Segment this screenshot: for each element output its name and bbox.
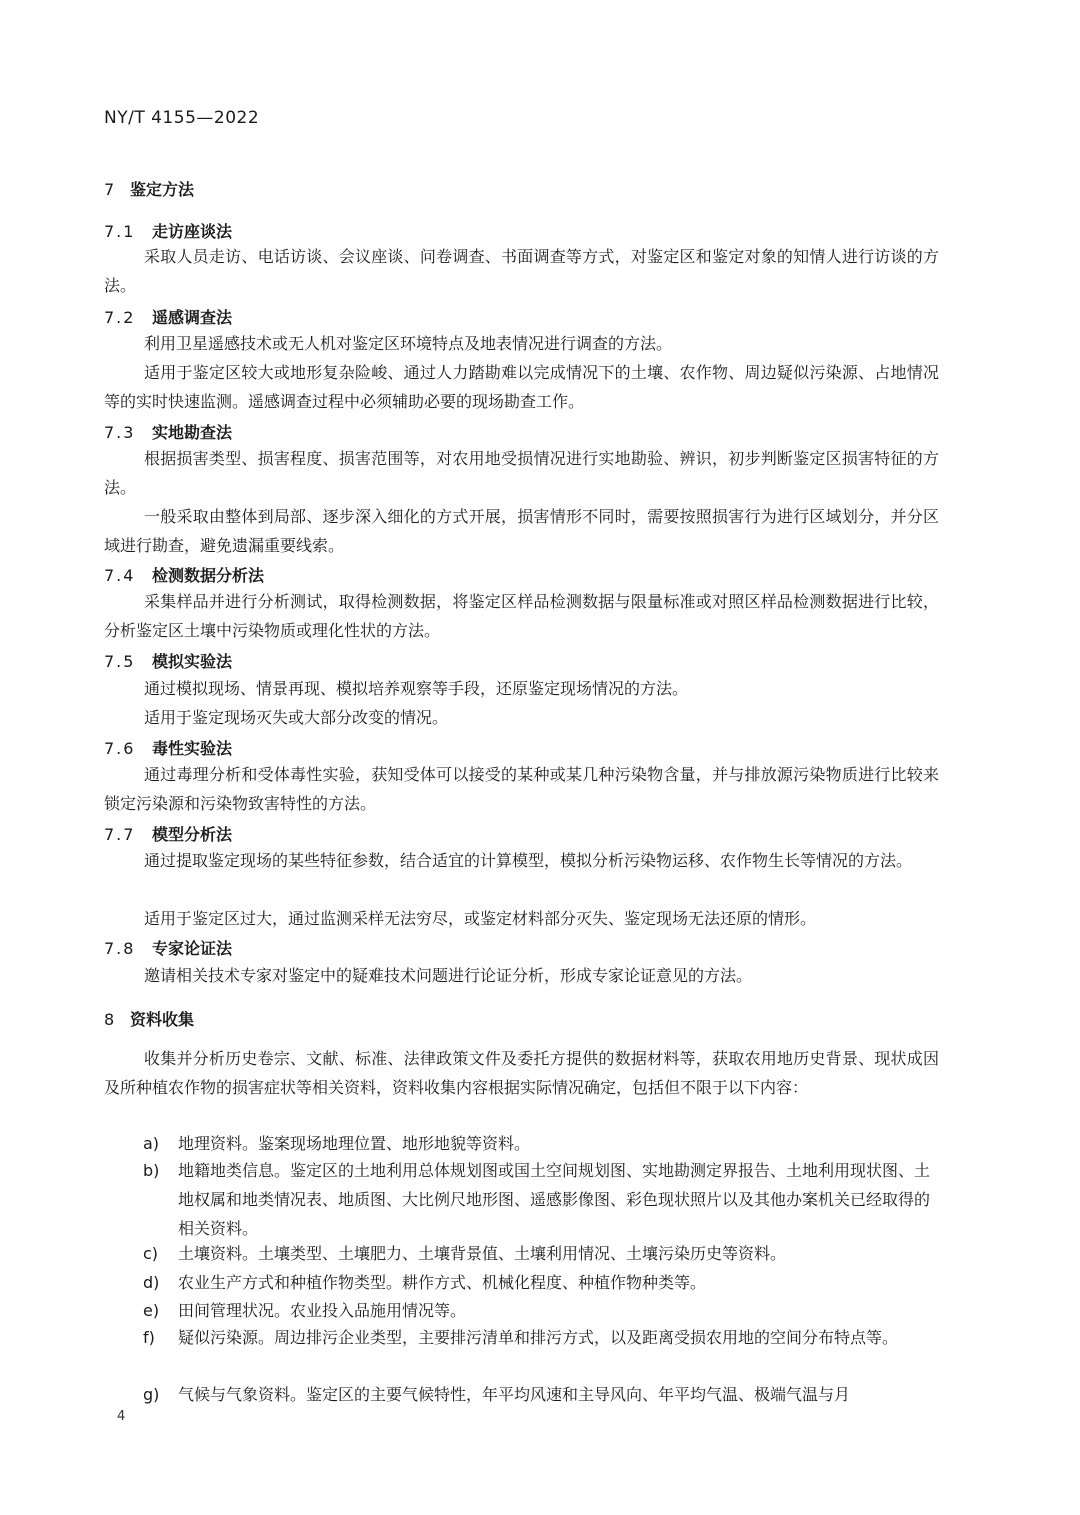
list-item — [143, 1323, 943, 1352]
paragraph: 通过提取鉴定现场的某些特征参数，结合适宜的计算模型，模拟分析污染物运移、农作物生长等情况的方法。 — [144, 851, 913, 870]
subsection-number: 7.1 — [104, 222, 136, 241]
paragraph: 收集并分析历史卷宗、文献、标准、法律政策文件及委托方提供的数据材料等，获取农用地历史背景、现状成因及所种植农作物的损害症状等相关资料，资料收集内容根据实际情况确定，包括但不限于以下内容： — [104, 1049, 939, 1097]
list-item — [143, 1268, 943, 1297]
list-item-text: 土壤资料。土壤类型、土壤肥力、土壤背景值、土壤利用情况、土壤污染历史等资料。 — [178, 1244, 787, 1263]
subsection-7-1-heading — [104, 219, 232, 242]
paragraph: 一般采取由整体到局部、逐步深入细化的方式开展，损害情形不同时，需要按照损害行为进行区域划分，并分区域进行勘查，避免遗漏重要线索。 — [104, 507, 939, 555]
subsection-title: 检测数据分析法 — [152, 566, 265, 585]
list-item-label: c) — [143, 1244, 159, 1263]
paragraph: 邀请相关技术专家对鉴定中的疑难技术问题进行论证分析，形成专家论证意见的方法。 — [144, 966, 753, 985]
list-item-label: a) — [143, 1134, 160, 1153]
subsection-number: 7.5 — [104, 652, 136, 671]
paragraph: 采取人员走访、电话访谈、会议座谈、问卷调查、书面调查等方式，对鉴定区和鉴定对象的知情人进行访谈的方法。 — [104, 247, 939, 295]
subsection-7-7-heading — [104, 822, 232, 845]
subsection-title: 实地勘查法 — [152, 423, 233, 442]
list-item-label: e) — [143, 1301, 160, 1320]
subsection-7-3-heading — [104, 420, 232, 443]
subsection-7-5-heading — [104, 649, 232, 672]
subsection-7-2-heading — [104, 305, 232, 328]
subsection-title: 专家论证法 — [152, 939, 233, 958]
list-item-label: b) — [143, 1161, 160, 1180]
subsection-number: 7.8 — [104, 939, 136, 958]
paragraph: 采集样品并进行分析测试，取得检测数据，将鉴定区样品检测数据与限量标准或对照区样品检测数据进行比较，分析鉴定区土壤中污染物质或理化性状的方法。 — [104, 592, 939, 640]
list-item-text: 气候与气象资料。鉴定区的主要气候特性，年平均风速和主导风向、年平均气温、极端气温与月 — [178, 1385, 851, 1404]
list-item-text: 农业生产方式和种植作物类型。耕作方式、机械化程度、种植作物种类等。 — [178, 1273, 707, 1292]
subsection-title: 遥感调查法 — [152, 308, 233, 327]
paragraph: 通过模拟现场、情景再现、模拟培养观察等手段，还原鉴定现场情况的方法。 — [144, 679, 689, 698]
list-item-label: g) — [143, 1385, 160, 1404]
section-7-heading — [104, 177, 194, 200]
subsection-number: 7.2 — [104, 308, 136, 327]
paragraph: 通过毒理分析和受体毒性实验，获知受体可以接受的某种或某几种污染物含量，并与排放源污染物质进行比较来锁定污染源和污染物致害特性的方法。 — [104, 765, 939, 813]
list-item — [143, 1380, 943, 1409]
subsection-title: 走访座谈法 — [152, 222, 233, 241]
list-item — [143, 1239, 943, 1268]
section-title: 资料收集 — [130, 1010, 195, 1029]
list-item-text: 地籍地类信息。鉴定区的土地利用总体规划图或国土空间规划图、实地勘测定界报告、土地利用现状图、土地权属和地类情况表、地质图、大比例尺地形图、遥感影像图、彩色现状照片以及其他办案机关已经取得的相关资料。 — [178, 1161, 931, 1238]
subsection-7-8-heading — [104, 936, 232, 959]
paragraph: 适用于鉴定现场灭失或大部分改变的情况。 — [144, 708, 449, 727]
subsection-title: 模拟实验法 — [152, 652, 233, 671]
subsection-number: 7.4 — [104, 566, 136, 585]
list-item-text: 田间管理状况。农业投入品施用情况等。 — [178, 1301, 467, 1320]
page-number: 4 — [117, 1409, 126, 1424]
subsection-title: 模型分析法 — [152, 825, 233, 844]
subsection-number: 7.7 — [104, 825, 136, 844]
list-item-text: 疑似污染源。周边排污企业类型，主要排污清单和排污方式，以及距离受损农用地的空间分布特点等。 — [178, 1328, 899, 1347]
standard-number: NY/T 4155—2022 — [104, 108, 260, 128]
list-item — [143, 1129, 943, 1158]
list-item — [143, 1296, 943, 1325]
list-item-label: d) — [143, 1273, 160, 1292]
subsection-7-6-heading — [104, 736, 232, 759]
subsection-number: 7.3 — [104, 423, 136, 442]
paragraph: 适用于鉴定区过大，通过监测采样无法穷尽，或鉴定材料部分灭失、鉴定现场无法还原的情形。 — [144, 909, 817, 928]
subsection-7-4-heading — [104, 563, 264, 586]
section-number: 8 — [104, 1010, 115, 1029]
list-item-label: f) — [143, 1328, 155, 1347]
paragraph: 根据损害类型、损害程度、损害范围等，对农用地受损情况进行实地勘验、辨识，初步判断鉴定区损害特征的方法。 — [104, 449, 939, 497]
subsection-title: 毒性实验法 — [152, 739, 233, 758]
list-item — [143, 1156, 943, 1243]
section-title: 鉴定方法 — [130, 180, 195, 199]
section-number: 7 — [104, 180, 115, 199]
paragraph: 利用卫星遥感技术或无人机对鉴定区环境特点及地表情况进行调查的方法。 — [144, 334, 673, 353]
section-8-heading — [104, 1007, 194, 1030]
subsection-number: 7.6 — [104, 739, 136, 758]
paragraph: 适用于鉴定区较大或地形复杂险峻、通过人力踏勘难以完成情况下的土壤、农作物、周边疑似污染源、占地情况等的实时快速监测。遥感调查过程中必须辅助必要的现场勘查工作。 — [104, 363, 939, 411]
list-item-text: 地理资料。鉴案现场地理位置、地形地貌等资料。 — [178, 1134, 531, 1153]
